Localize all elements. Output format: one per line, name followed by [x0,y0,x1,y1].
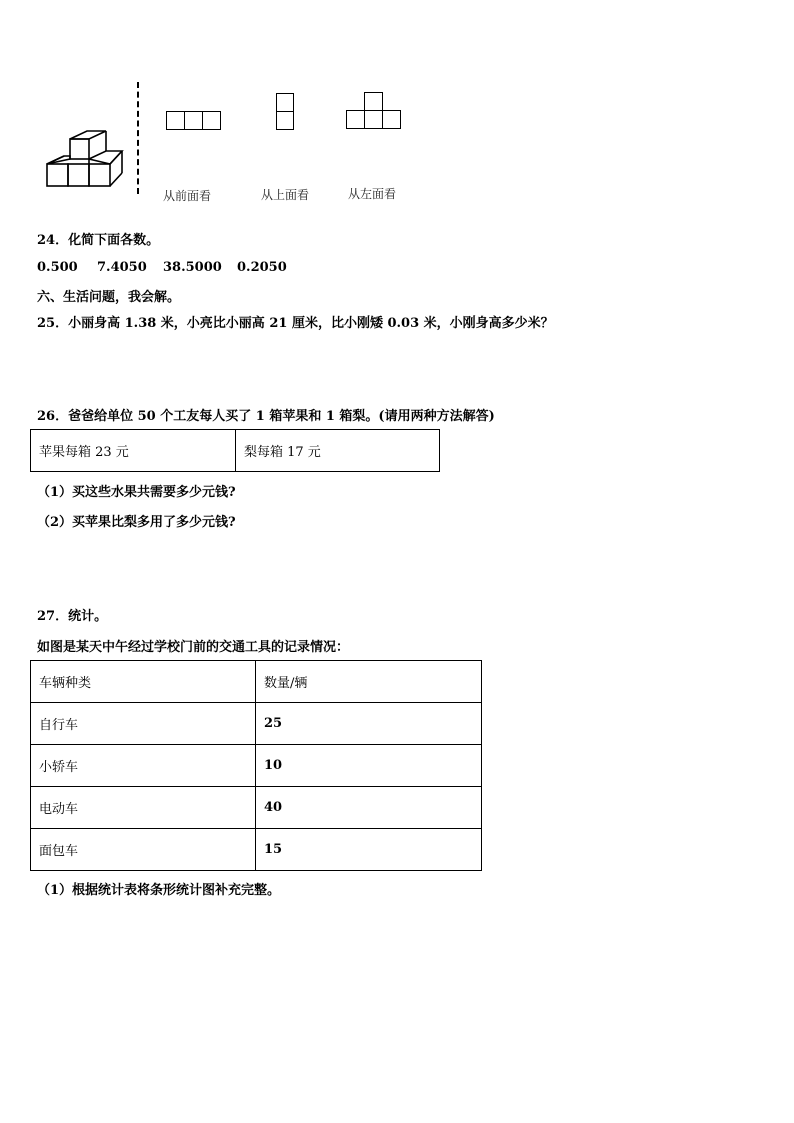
price-cell: 苹果每箱 23 元 [31,430,236,472]
q24-number: 0.2050 [237,260,287,275]
table-header: 车辆种类 [31,661,256,703]
cube-figure [40,125,130,191]
q25-text: 25．小丽身高 1.38 米，小亮比小丽高 21 厘米，比小刚矮 0.03 米，小刚身高多少米？ [37,316,554,331]
top-view-label: 从上面看 [261,188,310,202]
table-cell: 40 [256,787,482,829]
q24-number: 0.500 [37,260,78,275]
table-cell: 25 [256,703,482,745]
table-cell: 面包车 [31,829,256,871]
traffic-table [30,660,482,871]
q26-sub1: （1）买这些水果共需要多少元钱? [37,485,236,500]
table-row [31,829,482,871]
table-cell: 10 [256,745,482,787]
front-view-label: 从前面看 [163,189,212,203]
table-cell: 自行车 [31,703,256,745]
table-cell: 小轿车 [31,745,256,787]
q24-number: 38.5000 [163,260,222,275]
q26-text: 26．爸爸给单位 50 个工友每人买了 1 箱苹果和 1 箱梨。(请用两种方法解答) [37,409,495,424]
table-cell: 电动车 [31,787,256,829]
table-cell: 15 [256,829,482,871]
q26-sub2: （2）买苹果比梨多用了多少元钱? [37,515,236,530]
q27-intro: 如图是某天中午经过学校门前的交通工具的记录情况： [37,640,350,655]
q27-title: 27．统计。 [37,609,108,624]
table-row [31,745,482,787]
q24-title: 24．化简下面各数。 [37,233,160,248]
left-view-label: 从左面看 [348,187,397,201]
dashed-divider [137,82,139,194]
price-table [30,429,440,472]
price-cell: 梨每箱 17 元 [236,430,440,472]
table-row [31,703,482,745]
table-row [31,787,482,829]
table-header: 数量/辆 [256,661,482,703]
q24-number: 7.4050 [97,260,147,275]
q27-sub1: （1）根据统计表将条形统计图补充完整。 [37,883,281,898]
section-title: 六、生活问题，我会解。 [37,290,181,305]
